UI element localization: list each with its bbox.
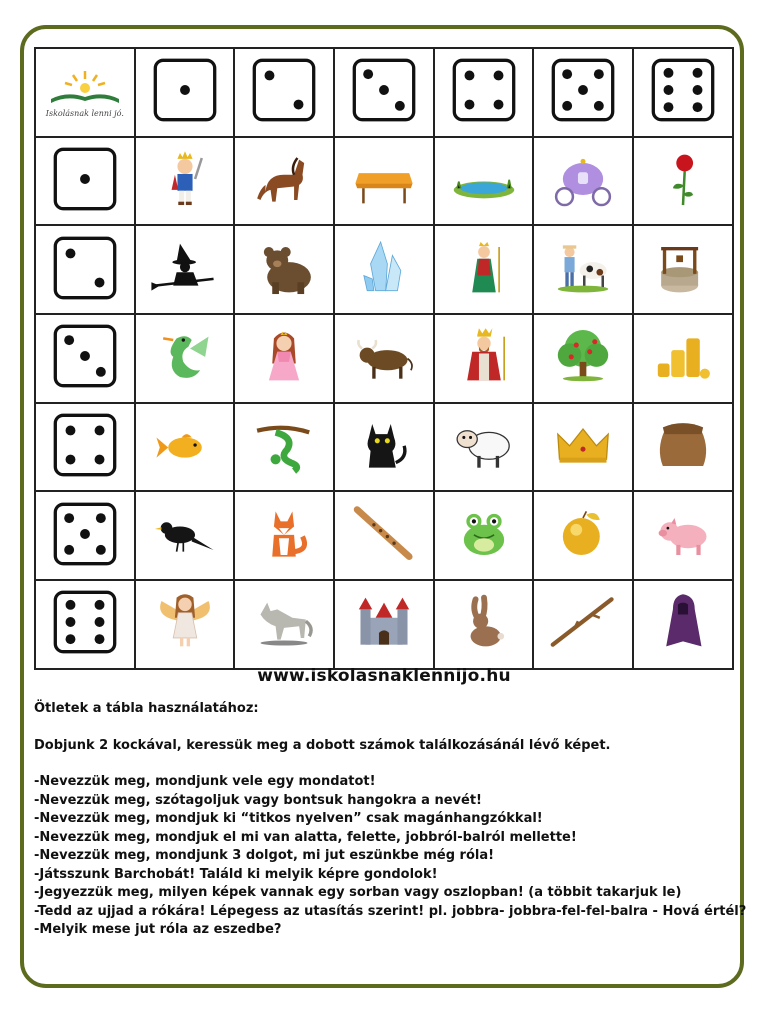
farmer-cow-icon (541, 230, 625, 310)
flute-icon (342, 496, 426, 576)
picture-cell (234, 491, 334, 580)
king-icon (442, 318, 526, 398)
queen-icon (442, 230, 526, 310)
picture-cell (135, 403, 235, 492)
picture-cell (334, 314, 434, 403)
picture-cell (633, 137, 733, 226)
row-header-die (35, 403, 135, 492)
picture-cell (633, 225, 733, 314)
picture-cell (533, 580, 633, 669)
instruction-item: -Nevezzük meg, mondjunk 3 dolgot, mi jut eszünkbe még róla! (34, 848, 495, 863)
well-icon (641, 230, 725, 310)
picture-cell (633, 403, 733, 492)
stick-icon (541, 584, 625, 664)
column-header-die (434, 48, 534, 137)
carriage-icon (541, 141, 625, 221)
frog-icon (442, 496, 526, 576)
instructions (34, 700, 747, 940)
sheep-icon (442, 407, 526, 487)
snake-icon (242, 407, 326, 487)
die-5-icon (548, 57, 618, 127)
picture-cell (334, 137, 434, 226)
die-3-icon (349, 57, 419, 127)
instruction-item: -Nevezzük meg, mondjunk vele egy mondatot! (34, 774, 376, 789)
instruction-item: -Melyik mese jut róla az eszedbe? (34, 922, 282, 937)
picture-cell (234, 314, 334, 403)
instruction-item: -Játsszunk Barchobát! Találd ki melyik képre gondolok! (34, 866, 438, 882)
picture-cell (135, 137, 235, 226)
column-header-die (633, 48, 733, 137)
sack-icon (641, 407, 725, 487)
picture-cell (533, 314, 633, 403)
row-header-die (35, 137, 135, 226)
gold-coins-icon (641, 318, 725, 398)
picture-cell (135, 225, 235, 314)
pond-icon (442, 141, 526, 221)
picture-cell (434, 137, 534, 226)
picture-cell (434, 225, 534, 314)
prince-icon (143, 141, 227, 221)
logo-text: Iskolásnak lenni jó. (45, 108, 124, 118)
picture-cell (434, 491, 534, 580)
pig-icon (641, 496, 725, 576)
picture-cell (434, 580, 534, 669)
column-header-die (135, 48, 235, 137)
instruction-item: -Nevezzük meg, mondjuk el mi van alatta, felette, jobbról-balról mellette! (34, 829, 577, 845)
die-1-icon (50, 146, 120, 216)
goldfish-icon (143, 407, 227, 487)
apple-tree-icon (541, 318, 625, 398)
picture-cell (434, 314, 534, 403)
rose-icon (641, 141, 725, 221)
row-header-die (35, 491, 135, 580)
row-header-die (35, 580, 135, 669)
instruction-item: -Nevezzük meg, szótagoljuk vagy bontsuk hangokra a nevét! (34, 792, 482, 808)
ice-crystal-icon (342, 230, 426, 310)
princess-icon (242, 318, 326, 398)
picture-cell (633, 580, 733, 669)
picture-cell (234, 137, 334, 226)
picture-cell (434, 403, 534, 492)
picture-cell (135, 314, 235, 403)
die-3-icon (50, 323, 120, 393)
wolf-icon (242, 584, 326, 664)
picture-cell (135, 580, 235, 669)
instruction-item: -Tedd az ujjad a rókára! Lépegess az utasítás szerint! pl. jobbra- jobbra-fel-fel-balra - Hová értél? (34, 903, 747, 919)
picture-cell (234, 580, 334, 669)
crown-icon (541, 407, 625, 487)
cloak-icon (641, 584, 725, 664)
instructions-heading: Ötletek a tábla használatához: (34, 701, 259, 716)
die-6-icon (648, 57, 718, 127)
die-2-icon (50, 235, 120, 305)
picture-cell (334, 580, 434, 669)
column-header-die (234, 48, 334, 137)
picture-cell (334, 491, 434, 580)
picture-cell (533, 137, 633, 226)
website-url[interactable]: www.iskolasnaklennijo.hu (257, 666, 511, 686)
picture-cell (633, 314, 733, 403)
picture-cell (334, 403, 434, 492)
picture-cell (234, 403, 334, 492)
dragon-icon (143, 318, 227, 398)
fox-icon (242, 496, 326, 576)
horse-icon (242, 141, 326, 221)
castle-icon (342, 584, 426, 664)
witch-icon (143, 230, 227, 310)
dice-picture-grid (34, 47, 734, 670)
bull-icon (342, 318, 426, 398)
logo-icon (45, 67, 125, 113)
picture-cell (334, 225, 434, 314)
instruction-item: -Nevezzük meg, mondjuk ki “titkos nyelven” csak magánhangzókkal! (34, 811, 543, 826)
black-cat-icon (342, 407, 426, 487)
rabbit-icon (442, 584, 526, 664)
column-header-die (533, 48, 633, 137)
row-header-die (35, 225, 135, 314)
picture-cell (533, 403, 633, 492)
picture-cell (234, 225, 334, 314)
die-5-icon (50, 501, 120, 571)
instructions-intro: Dobjunk 2 kockával, keressük meg a dobott számok találkozásánál lévő képet. (34, 737, 611, 753)
row-header-die (35, 314, 135, 403)
die-2-icon (249, 57, 319, 127)
picture-cell (633, 491, 733, 580)
instruction-item: -Jegyezzük meg, milyen képek vannak egy sorban vagy oszlopban! (a többit takarjuk le) (34, 885, 682, 900)
column-header-die (334, 48, 434, 137)
die-4-icon (449, 57, 519, 127)
bear-icon (242, 230, 326, 310)
die-4-icon (50, 412, 120, 482)
picture-cell (533, 491, 633, 580)
blackbird-icon (143, 496, 227, 576)
logo-cell (35, 48, 135, 137)
fairy-icon (143, 584, 227, 664)
die-1-icon (150, 57, 220, 127)
picture-cell (135, 491, 235, 580)
table-icon (342, 141, 426, 221)
die-6-icon (50, 589, 120, 659)
picture-cell (533, 225, 633, 314)
golden-apple-icon (541, 496, 625, 576)
